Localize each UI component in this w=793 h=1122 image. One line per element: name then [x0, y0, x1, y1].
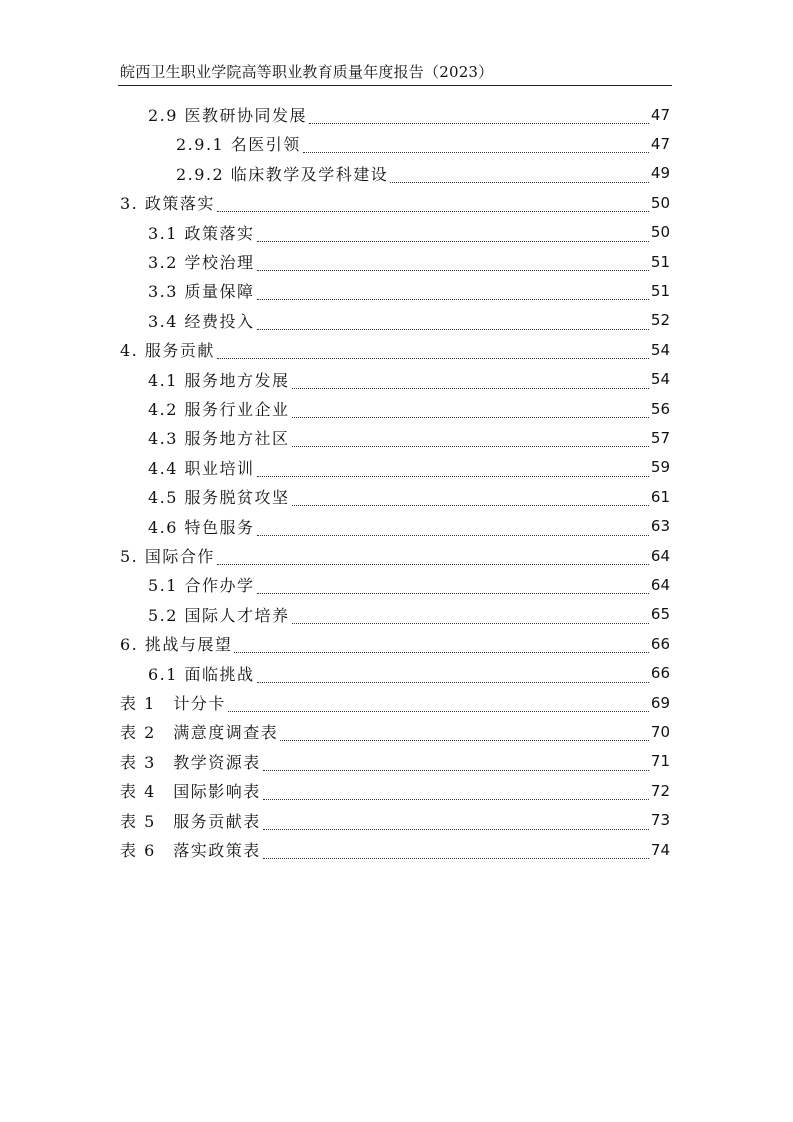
toc-entry[interactable] [148, 512, 670, 541]
toc-dot-leader [292, 374, 649, 394]
toc-dot-leader [303, 138, 649, 158]
toc-entry[interactable] [120, 541, 670, 570]
toc-dot-leader [292, 432, 649, 452]
toc-dot-leader [228, 697, 649, 717]
toc-entry[interactable] [148, 394, 670, 423]
toc-entry[interactable] [120, 747, 670, 776]
toc-entry[interactable] [120, 717, 670, 746]
toc-entry-page-number: 50 [650, 193, 670, 212]
toc-entry-page-number: 47 [650, 134, 670, 153]
toc-entry-page-number: 54 [650, 370, 670, 389]
toc-entry[interactable] [148, 423, 670, 452]
toc-entry-title: 表 5 服务贡献表 [120, 811, 261, 831]
header-divider [118, 85, 672, 86]
toc-dot-leader [257, 256, 649, 276]
toc-dot-leader [263, 844, 649, 864]
toc-entry[interactable] [120, 806, 670, 835]
toc-dot-leader [292, 491, 649, 511]
toc-entry-page-number: 52 [650, 311, 670, 330]
toc-entry[interactable] [120, 335, 670, 364]
toc-entry-title: 4.2 服务行业企业 [148, 400, 290, 419]
toc-entry-page-number: 73 [650, 811, 670, 830]
toc-dot-leader [257, 521, 649, 541]
toc-entry-page-number: 57 [650, 428, 670, 447]
toc-entry-title: 表 3 教学资源表 [120, 752, 261, 772]
toc-entry-title: 3.1 政策落实 [148, 223, 255, 243]
toc-entry-page-number: 59 [650, 458, 670, 477]
toc-entry-title: 4. 服务贡献 [120, 341, 215, 361]
toc-dot-leader [257, 285, 649, 305]
toc-dot-leader [257, 668, 649, 688]
toc-entry[interactable] [148, 365, 670, 394]
toc-entry[interactable] [148, 570, 670, 599]
toc-entry-title: 4.4 职业培训 [148, 458, 255, 478]
page-header-title: 皖西卫生职业学院高等职业教育质量年度报告（2023） [120, 63, 494, 81]
toc-entry[interactable] [148, 276, 670, 305]
toc-entry-title: 4.5 服务脱贫攻坚 [148, 488, 290, 508]
toc-entry[interactable] [148, 600, 670, 629]
toc-entry[interactable] [148, 306, 670, 335]
toc-entry-title: 6.1 面临挑战 [148, 664, 255, 684]
toc-entry[interactable] [120, 629, 670, 658]
toc-entry-title: 表 6 落实政策表 [120, 841, 261, 860]
toc-entry-title: 3.2 学校治理 [148, 253, 255, 272]
toc-entry-title: 3.3 质量保障 [148, 282, 255, 302]
toc-entry-page-number: 65 [650, 605, 670, 624]
toc-entry-page-number: 61 [650, 487, 670, 506]
toc-entry-page-number: 63 [650, 517, 670, 536]
toc-dot-leader [263, 785, 649, 805]
toc-entry-page-number: 64 [650, 575, 670, 594]
toc-entry-page-number: 64 [650, 546, 670, 565]
toc-dot-leader [390, 168, 649, 188]
toc-dot-leader [217, 197, 649, 217]
toc-entry[interactable] [148, 659, 670, 688]
toc-entry-page-number: 69 [650, 693, 670, 712]
toc-entry[interactable] [148, 482, 670, 511]
toc-dot-leader [292, 609, 649, 629]
toc-entry-page-number: 70 [650, 722, 670, 741]
toc-entry[interactable] [120, 188, 670, 217]
toc-entry-page-number: 66 [650, 664, 670, 683]
toc-dot-leader [257, 462, 649, 482]
toc-dot-leader [263, 815, 649, 835]
toc-entry-title: 6. 挑战与展望 [120, 635, 233, 655]
toc-entry-page-number: 72 [650, 781, 670, 800]
toc-entry-page-number: 66 [650, 634, 670, 653]
toc-entry[interactable] [176, 159, 670, 188]
toc-entry-title: 4.3 服务地方社区 [148, 429, 290, 449]
toc-dot-leader [234, 638, 649, 658]
toc-entry[interactable] [148, 100, 670, 129]
toc-entry-page-number: 47 [650, 105, 670, 124]
toc-entry-title: 2.9.2 临床教学及学科建设 [176, 164, 389, 184]
toc-entry-page-number: 54 [650, 340, 670, 359]
toc-entry[interactable] [148, 453, 670, 482]
toc-entry-page-number: 49 [650, 164, 670, 183]
toc-dot-leader [280, 726, 649, 746]
toc-entry-title: 5. 国际合作 [120, 547, 215, 566]
toc-entry-page-number: 51 [650, 281, 670, 300]
toc-entry[interactable] [120, 776, 670, 805]
toc-entry-title: 4.1 服务地方发展 [148, 370, 290, 390]
toc-entry-page-number: 50 [650, 223, 670, 242]
toc-dot-leader [217, 344, 649, 364]
toc-entry[interactable] [148, 218, 670, 247]
toc-entry-title: 5.2 国际人才培养 [148, 605, 290, 625]
toc-entry-title: 3.4 经费投入 [148, 311, 255, 331]
toc-dot-leader [257, 315, 649, 335]
toc-entry-page-number: 71 [650, 752, 670, 771]
toc-entry[interactable] [120, 835, 670, 864]
toc-dot-leader [217, 550, 649, 570]
toc-entry-page-number: 74 [650, 840, 670, 859]
toc-entry-page-number: 56 [650, 399, 670, 418]
toc-entry-title: 表 4 国际影响表 [120, 782, 261, 802]
toc-entry[interactable] [120, 688, 670, 717]
toc-dot-leader [263, 756, 649, 776]
toc-entry-title: 2.9.1 名医引领 [176, 135, 301, 155]
toc-entry-title: 表 2 满意度调查表 [120, 723, 279, 743]
toc-entry[interactable] [176, 129, 670, 158]
toc-dot-leader [292, 403, 649, 423]
toc-entry-title: 2.9 医教研协同发展 [148, 106, 308, 125]
toc-dot-leader [257, 579, 649, 599]
toc-entry-title: 3. 政策落实 [120, 194, 215, 214]
toc-entry-title: 4.6 特色服务 [148, 517, 255, 537]
toc-entry-title: 5.1 合作办学 [148, 576, 255, 596]
toc-dot-leader [309, 109, 649, 129]
toc-entry-page-number: 51 [650, 252, 670, 271]
toc-dot-leader [257, 227, 649, 247]
toc-entry[interactable] [148, 247, 670, 276]
toc-entry-title: 表 1 计分卡 [120, 694, 226, 713]
